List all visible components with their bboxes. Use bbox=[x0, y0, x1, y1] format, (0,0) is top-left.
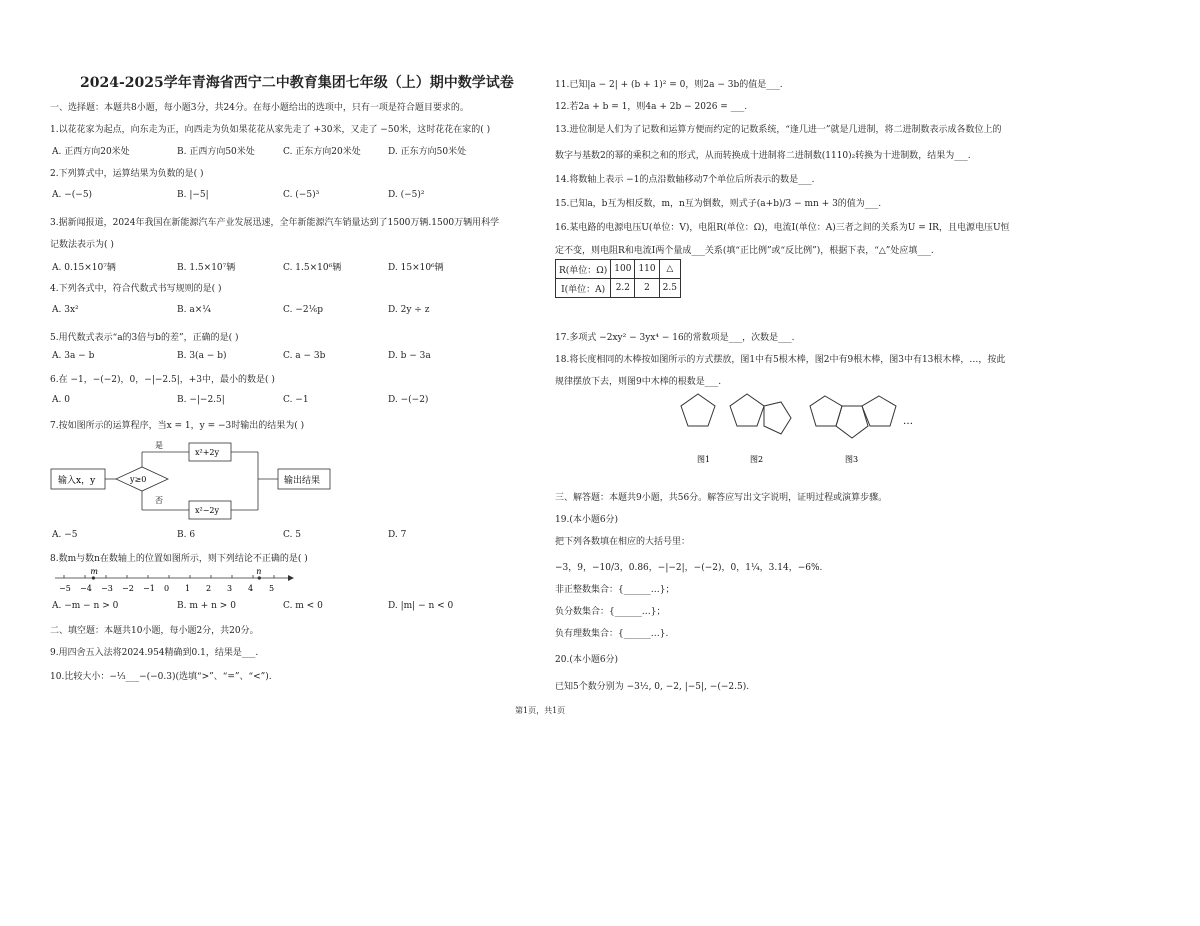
q4-opt-c: C. −2⅙p bbox=[283, 305, 324, 315]
n-point bbox=[258, 576, 261, 579]
q5-stem: 5.用代数式表示“a的3倍与b的差”，正确的是( ) bbox=[50, 333, 239, 343]
figures-ellipsis: … bbox=[903, 416, 913, 427]
q7-opt-a: A. −5 bbox=[52, 530, 78, 540]
m-point bbox=[92, 576, 95, 579]
q19-numbers: −3，9，−10/3，0.86，−|−2|，−(−2)，0，1¼，3.14，−6%. bbox=[555, 563, 823, 573]
q2-opt-b: B. |−5| bbox=[177, 190, 209, 200]
number-line-tick-label: 1 bbox=[185, 584, 191, 593]
q6-opt-d: D. −(−2) bbox=[388, 395, 429, 405]
q12-text: 12.若2a + b = 1，则4a + 2b − 2026 = ___. bbox=[555, 102, 748, 112]
number-line-tick-label: 5 bbox=[269, 584, 275, 593]
section2-heading: 二、填空题：本题共10小题，每小题2分，共20分。 bbox=[50, 626, 259, 636]
table-cell: 110 bbox=[635, 260, 659, 279]
fig1-pentagon bbox=[681, 394, 715, 426]
q8-stem: 8.数m与数n在数轴上的位置如图所示，则下列结论不正确的是( ) bbox=[50, 554, 308, 564]
table-cell: 2 bbox=[635, 279, 659, 298]
number-line-arrow bbox=[288, 575, 294, 581]
q11-text: 11.已知|a − 2| + (b + 1)² = 0，则2a − 3b的值是___. bbox=[555, 80, 783, 90]
m-label: m bbox=[90, 567, 98, 576]
number-line-tick-label: 4 bbox=[248, 584, 254, 593]
section3-heading: 三、解答题：本题共9小题，共56分。解答应写出文字说明，证明过程或演算步骤。 bbox=[555, 493, 888, 503]
q3-stem2: 记数法表示为( ) bbox=[50, 240, 114, 250]
q1-opt-a: A. 正西方向20米处 bbox=[52, 147, 130, 157]
q16-text: 16.某电路的电源电压U(单位：V)，电阻R(单位：Ω)，电流I(单位：A)三者之间的关系为U = IR，且电源电压U恒 bbox=[555, 223, 1010, 233]
fig1-label: 图1 bbox=[697, 455, 711, 464]
q3-opt-d: D. 15×10⁶辆 bbox=[388, 263, 444, 273]
q2-stem: 2.下列算式中，运算结果为负数的是( ) bbox=[50, 169, 204, 179]
flow-condition-text: y≥0 bbox=[130, 475, 147, 484]
flow-top-text: x²+2y bbox=[195, 448, 220, 457]
number-line-tick-label: −1 bbox=[143, 584, 155, 593]
q20-text: 已知5个数分别为 −3½, 0, −2, |−5|, −(−2.5). bbox=[555, 682, 750, 692]
table-cell: △ bbox=[659, 260, 680, 279]
n-label: n bbox=[256, 567, 262, 576]
q4-opt-d: D. 2y ÷ z bbox=[388, 305, 430, 315]
number-line-tick-label: 3 bbox=[227, 584, 233, 593]
q5-opt-c: C. a − 3b bbox=[283, 351, 326, 361]
q7-opt-d: D. 7 bbox=[388, 530, 407, 540]
fig3-label: 图3 bbox=[845, 455, 859, 464]
q7-flowchart bbox=[50, 437, 350, 527]
flow-input-text: 输入x，y bbox=[58, 476, 96, 486]
q18-pentagon-figures bbox=[670, 388, 930, 468]
q2-opt-d: D. (−5)² bbox=[388, 190, 425, 200]
q4-opt-b: B. a×¼ bbox=[177, 305, 211, 315]
q8-opt-a: A. −m − n > 0 bbox=[52, 601, 119, 611]
q8-opt-c: C. m < 0 bbox=[283, 601, 323, 611]
q19-set-negative-fractions: 负分数集合：{______…}； bbox=[555, 607, 666, 617]
number-line-tick-label: −4 bbox=[80, 584, 92, 593]
q1-opt-b: B. 正西方向50米处 bbox=[177, 147, 255, 157]
q14-text: 14.将数轴上表示 −1的点沿数轴移动7个单位后所表示的数是___. bbox=[555, 175, 815, 185]
table-cell: I(单位：A) bbox=[556, 279, 611, 298]
flow-bottom-text: x²−2y bbox=[195, 506, 220, 515]
q7-stem: 7.按如图所示的运算程序，当x = 1，y = −3时输出的结果为( ) bbox=[50, 421, 305, 431]
q10-text: 10.比较大小：−⅓___−(−0.3)(选填“>”、“=”、“<”). bbox=[50, 672, 272, 682]
table-cell: R(单位：Ω) bbox=[556, 260, 611, 279]
q19-set-nonpositive-integers: 非正整数集合：{______…}； bbox=[555, 585, 675, 595]
q15-text: 15.已知a，b互为相反数，m，n互为倒数，则式子(a+b)/3 − mn + 3的值为___. bbox=[555, 199, 882, 209]
flow-yes-label: 是 bbox=[155, 441, 163, 450]
q5-opt-b: B. 3(a − b) bbox=[177, 351, 227, 361]
q19-header: 19.(本小题6分) bbox=[555, 515, 619, 525]
q20-header: 20.(本小题6分) bbox=[555, 655, 619, 665]
q3-opt-a: A. 0.15×10⁷辆 bbox=[52, 263, 116, 273]
section1-heading: 一、选择题：本题共8小题，每小题3分，共24分。在每小题给出的选项中，只有一项是符合题目要求的。 bbox=[50, 103, 469, 113]
q13-text-cont: 数字与基数2的幂的乘积之和的形式，从而转换成十进制将二进制数(1110)₂转换为十进制数，结果为___. bbox=[555, 151, 971, 161]
fig2-label: 图2 bbox=[750, 455, 764, 464]
table-row bbox=[556, 279, 681, 298]
page-footer: 第1页，共1页 bbox=[515, 706, 566, 715]
q5-opt-d: D. b − 3a bbox=[388, 351, 431, 361]
q8-number-line bbox=[50, 566, 300, 596]
q16-table bbox=[555, 259, 681, 298]
q4-opt-a: A. 3x² bbox=[52, 305, 79, 315]
q6-opt-a: A. 0 bbox=[52, 395, 70, 405]
q9-text: 9.用四舍五入法将2024.954精确到0.1，结果是___. bbox=[50, 648, 259, 658]
q19-instruction: 把下列各数填在相应的大括号里： bbox=[555, 537, 691, 547]
q8-opt-b: B. m + n > 0 bbox=[177, 601, 236, 611]
q7-opt-c: C. 5 bbox=[283, 530, 302, 540]
number-line-tick-label: −2 bbox=[122, 584, 134, 593]
number-line-tick-label: 0 bbox=[164, 584, 170, 593]
q3-opt-b: B. 1.5×10⁷辆 bbox=[177, 263, 236, 273]
flow-no-label: 否 bbox=[155, 496, 163, 505]
q4-stem: 4.下列各式中，符合代数式书写规则的是( ) bbox=[50, 284, 222, 294]
q6-opt-b: B. −|−2.5| bbox=[177, 395, 225, 405]
q6-opt-c: C. −1 bbox=[283, 395, 309, 405]
q1-opt-d: D. 正东方向50米处 bbox=[388, 147, 467, 157]
q19-set-negative-rationals: 负有理数集合：{______…}. bbox=[555, 629, 669, 639]
fig3-pentagon-2 bbox=[836, 406, 868, 438]
q3-opt-c: C. 1.5×10⁶辆 bbox=[283, 263, 342, 273]
q18-text: 18.将长度相同的木棒按如图所示的方式摆放，图1中有5根木棒，图2中有9根木棒，图3中有13根木棒，…，按此 bbox=[555, 355, 1006, 365]
q1-stem: 1.以花花家为起点，向东走为正，向西走为负如果花花从家先走了 +30米，又走了 −50米，这时花花在家的( ) bbox=[50, 125, 491, 135]
q3-stem: 3.据新闻报道，2024年我国在新能源汽车产业发展迅速，全年新能源汽车销量达到了1500万辆.1500万辆用科学 bbox=[50, 218, 500, 228]
q16-text-cont: 定不变，则电阻R和电流I两个量成___关系(填“正比例”或“反比例”)，根据下表，“△”处应填___. bbox=[555, 246, 934, 256]
q2-opt-a: A. −(−5) bbox=[52, 190, 93, 200]
fig2-pentagon-2 bbox=[764, 402, 791, 434]
number-line-tick-label: −5 bbox=[59, 584, 71, 593]
table-row bbox=[556, 260, 681, 279]
page-title: 2024-2025学年青海省西宁二中教育集团七年级（上）期中数学试卷 bbox=[80, 75, 514, 91]
table-cell: 2.2 bbox=[611, 279, 635, 298]
table-cell: 100 bbox=[611, 260, 635, 279]
q5-opt-a: A. 3a − b bbox=[52, 351, 95, 361]
q1-opt-c: C. 正东方向20米处 bbox=[283, 147, 361, 157]
q2-opt-c: C. (−5)³ bbox=[283, 190, 320, 200]
q8-opt-d: D. |m| − n < 0 bbox=[388, 601, 454, 611]
table-cell: 2.5 bbox=[659, 279, 680, 298]
number-line-tick-label: 2 bbox=[206, 584, 212, 593]
q18-text-cont: 规律摆放下去，则图9中木棒的根数是___. bbox=[555, 377, 722, 387]
fig2-pentagon-1 bbox=[730, 394, 764, 426]
q13-text: 13.进位制是人们为了记数和运算方便而约定的记数系统，“逢几进一”就是几进制，将二进制数表示成各数位上的 bbox=[555, 125, 1002, 135]
q7-opt-b: B. 6 bbox=[177, 530, 196, 540]
number-line-tick-label: −3 bbox=[101, 584, 113, 593]
flow-output-text: 输出结果 bbox=[284, 476, 321, 486]
q6-stem: 6.在 −1，−(−2)，0，−|−2.5|，+3中，最小的数是( ) bbox=[50, 375, 275, 385]
q17-text: 17.多项式 −2xy² − 3yx⁴ − 16的常数项是___，次数是___. bbox=[555, 333, 795, 343]
